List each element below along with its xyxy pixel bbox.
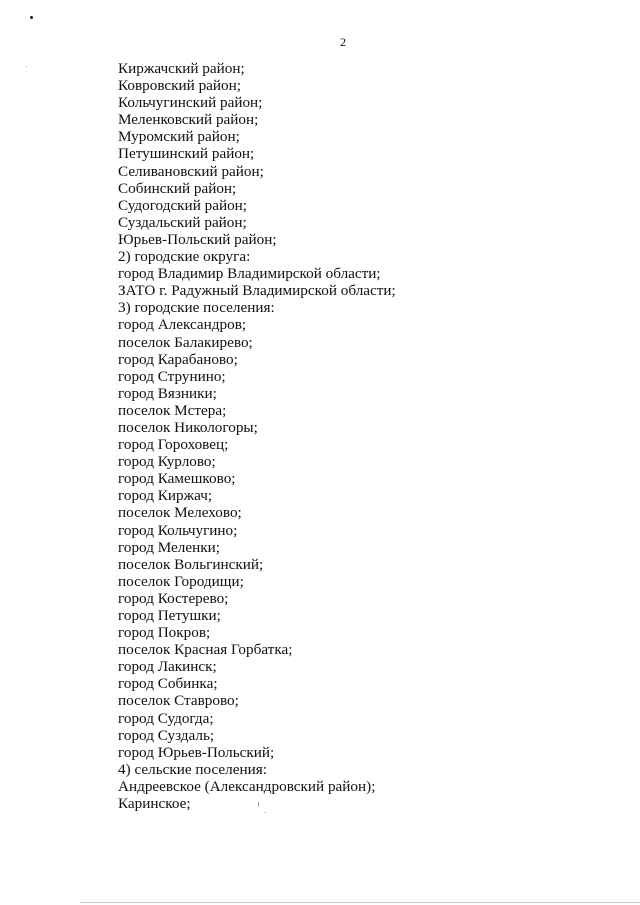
text-line: город Вязники;	[118, 384, 217, 402]
text-line: город Собинка;	[118, 675, 218, 693]
text-line: Петушинский район;	[118, 145, 255, 163]
text-line: Ковровский район;	[118, 77, 241, 95]
text-line: 3) городские поселения:	[118, 299, 275, 317]
text-line: 2) городские округа:	[118, 248, 251, 266]
text-line: Кольчугинский район;	[118, 94, 263, 112]
text-line: Селивановский район;	[118, 162, 264, 180]
text-line: поселок Ставрово;	[118, 692, 239, 710]
text-line: город Кольчугино;	[118, 521, 238, 539]
text-line: Суздальский район;	[118, 213, 247, 231]
text-line: Собинский район;	[118, 179, 237, 197]
text-line: поселок Мстера;	[118, 401, 227, 419]
scan-speck	[30, 16, 33, 19]
text-line: поселок Городищи;	[118, 572, 244, 590]
text-line: Меленковский район;	[118, 111, 259, 129]
text-line: город Карабаново;	[118, 350, 238, 368]
text-line: город Курлово;	[118, 453, 216, 471]
scan-speck	[264, 812, 266, 813]
text-line: город Меленки;	[118, 538, 220, 556]
page-number: 2	[340, 35, 346, 49]
text-line: город Гороховец;	[118, 436, 229, 454]
text-line: поселок Красная Горбатка;	[118, 641, 293, 659]
text-line: Каринское;	[118, 795, 191, 813]
text-line: город Александров;	[118, 316, 247, 334]
text-line: поселок Мелехово;	[118, 504, 242, 522]
text-line: Юрьев-Польский район;	[118, 230, 277, 248]
text-line: поселок Балакирево;	[118, 333, 253, 351]
text-line: поселок Вольгинский;	[118, 555, 264, 573]
text-line: город Киржач;	[118, 487, 213, 505]
text-line: город Костерево;	[118, 589, 229, 607]
text-line: город Суздаль;	[118, 726, 215, 744]
text-line: Киржачский район;	[118, 60, 245, 77]
text-line: город Лакинск;	[118, 658, 217, 676]
text-line: 4) сельские поселения:	[118, 760, 267, 778]
scan-edge-line	[80, 902, 640, 903]
text-line: город Судогда;	[118, 709, 214, 727]
text-line: Муромский район;	[118, 128, 240, 146]
document-body	[118, 60, 618, 812]
text-line: Андреевское (Александровский район);	[118, 777, 376, 795]
text-line: ЗАТО г. Радужный Владимирской области;	[118, 282, 396, 300]
scan-speck	[26, 66, 27, 67]
text-line: Судогодский район;	[118, 196, 248, 214]
text-line: город Покров;	[118, 624, 211, 642]
text-line: город Струнино;	[118, 367, 226, 385]
text-line: город Юрьев-Польский;	[118, 743, 275, 761]
text-line: город Камешково;	[118, 470, 236, 488]
text-line: город Владимир Владимирской области;	[118, 265, 381, 283]
text-line: город Петушки;	[118, 607, 221, 624]
text-line: поселок Никологоры;	[118, 418, 258, 436]
